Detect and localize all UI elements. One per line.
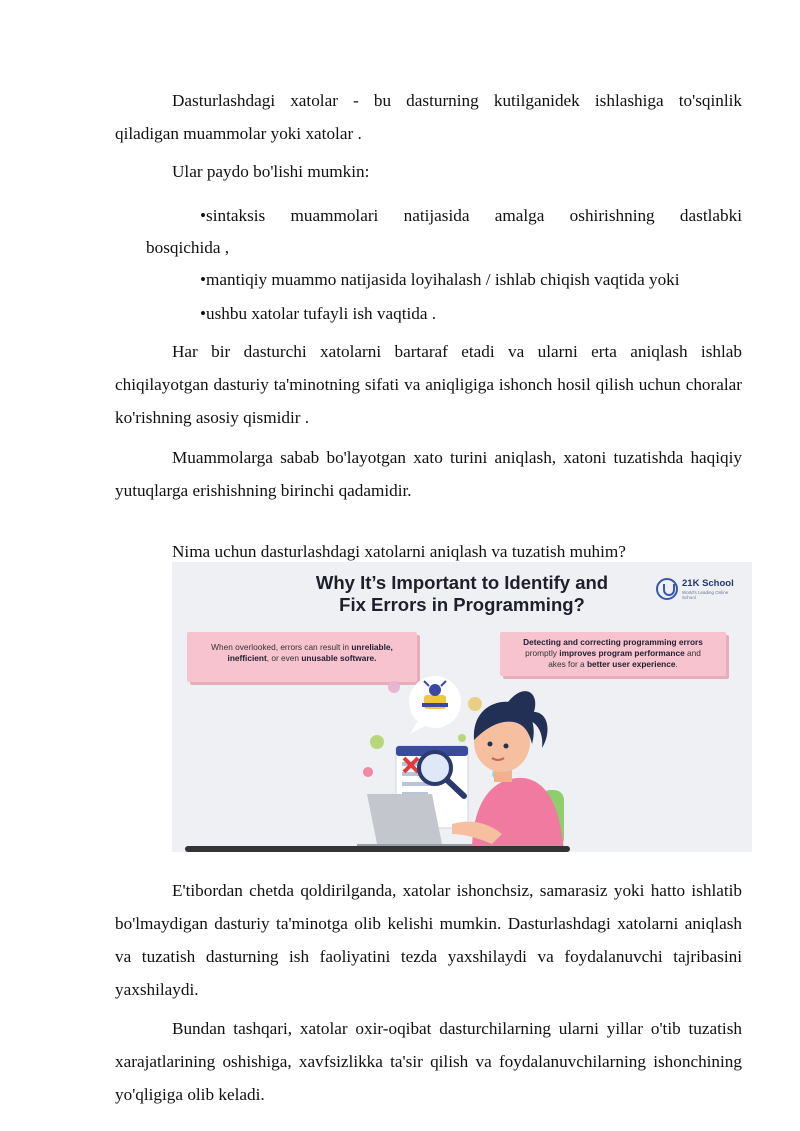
card-left-text: When overlooked, errors can result in xyxy=(211,642,352,652)
paragraph-costs: Bundan tashqari, xatolar oxir-oqibat dasturchilarning ularni yillar o'tib tuzatish xarajatlarining oshishiga, xavfsizlikka ta'sir qilish va foydalanuvchilarning ishonchining yo'qligiga olib keladi. xyxy=(115,1019,742,1104)
section-heading: Nima uchun dasturlashdagi xatolarni aniqlash va tuzatish muhim? xyxy=(172,542,626,561)
infographic xyxy=(172,562,752,852)
card-right-end: akes for a xyxy=(548,659,587,669)
paragraph-developers: Har bir dasturchi xatolarni bartaraf etadi va ularni erta aniqlash ishlab chiqilayotgan dasturiy ta'minotning sifati va aniqligiga ishonch hosil qilish uchun choralar ko'rishning asosiy qismidir . xyxy=(115,342,742,427)
bullet-syntax-line2: bosqichida , xyxy=(146,238,230,257)
card-left-bold1: unreliable, xyxy=(351,642,393,652)
decor-dot-icon xyxy=(388,681,400,693)
brand-tagline: World's Leading Online School xyxy=(682,590,729,600)
bullet-logic: •mantiqiy muammo natijasida loyihalash / ishlab chiqish vaqtida yoki xyxy=(200,270,680,289)
card-right-pre: promptly xyxy=(525,648,560,658)
decor-dot-icon xyxy=(468,697,482,711)
bullet-syntax-line1: •sintaksis muammolari natijasida amalga oshirishning dastlabki xyxy=(200,206,742,225)
decor-dot-icon xyxy=(370,735,384,749)
bullet-runtime: •ushbu xatolar tufayli ish vaqtida . xyxy=(200,304,437,323)
paragraph-intro-line2: qiladigan muammolar yoki xatolar . xyxy=(115,124,362,143)
card-right-mid: and xyxy=(684,648,701,658)
paragraph-list-intro: Ular paydo bo'lishi mumkin: xyxy=(172,162,370,181)
card-left-bold3: unusable software. xyxy=(301,653,377,663)
paragraph-first-step: Muammolarga sabab bo'layotgan xato turini aniqlash, xatoni tuzatishda haqiqiy yutuqlarga erishishning birinchi qadamidir. xyxy=(115,448,742,500)
developer-person-icon xyxy=(452,691,564,852)
card-left-mid: , or even xyxy=(266,653,302,663)
paragraph-intro xyxy=(115,84,742,150)
infographic-bottom-bar xyxy=(185,846,570,852)
card-left-bold2: inefficient xyxy=(227,653,267,663)
infographic-title-line2: Fix Errors in Programming? xyxy=(339,594,585,615)
decor-dot-icon xyxy=(458,734,466,742)
card-right-bold2: improves program performance xyxy=(559,648,685,658)
decor-dot-icon xyxy=(363,767,373,777)
paragraph-overlooked: E'tibordan chetda qoldirilganda, xatolar ishonchsiz, samarasiz yoki hatto ishlatib bo'lmaydigan dasturiy ta'minotga olib kelishi mumkin. Dasturlashdagi xatolarni aniqlash va tuzatish dasturning ish faoliyatini tezda yaxshilaydi va foydalanuvchi tajribasini yaxshilaydi. xyxy=(115,881,742,999)
card-right-dot: . xyxy=(675,659,678,669)
card-right-bold3: better user experience xyxy=(586,659,676,669)
infographic-title-line1: Why It’s Important to Identify and xyxy=(315,572,609,593)
bug-bubble-icon xyxy=(409,676,461,734)
brand-name: 21K School xyxy=(682,578,734,589)
paragraph-intro-line1: Dasturlashdagi xatolar - bu dasturning kutilganidek ishlashiga to'sqinlik xyxy=(172,91,742,110)
card-right-bold1: Detecting and correcting programming errors xyxy=(523,637,703,647)
developer-illustration xyxy=(172,562,752,852)
